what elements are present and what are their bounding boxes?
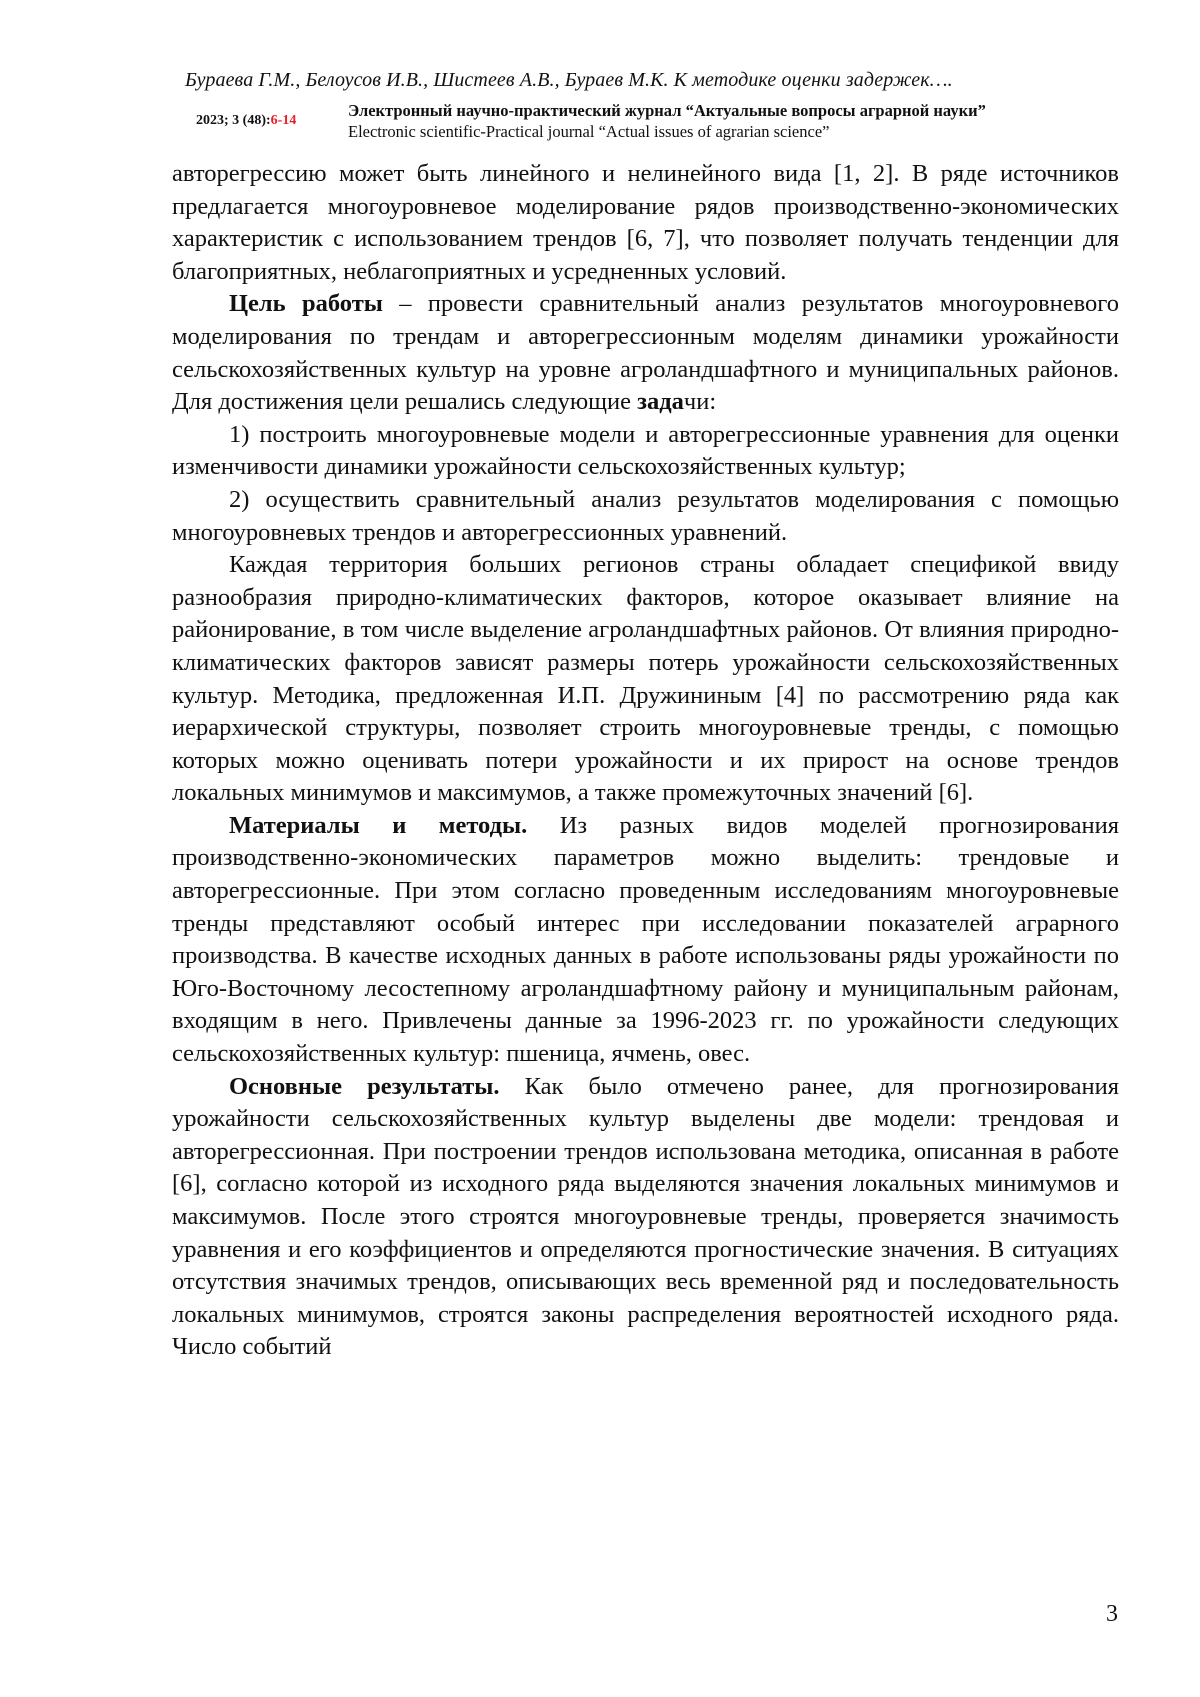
paragraph-results: [172, 1071, 1119, 1364]
paragraph-goal: [172, 288, 1119, 418]
methods-text: Из разных видов моделей прогнозирования производственно-экономических параметров можно выделить: трендовые и авторегрессионные. При этом согласно проведенным исследованиям многоуровневые тренды представляют особый интерес при исследовании показателей аграрного производства. В качестве исходных данных в работе использованы ряды урожайности по Юго-Восточному лесостепному агроландшафтному району и муниципальным районам, входящим в него. Привлечены данные за 1996-2023 гг. по урожайности следующих сельскохозяйственных культур: пшеница, ячмень, овес.: [172, 811, 1120, 1068]
issue-pages: 6-14: [270, 113, 297, 128]
paragraph-continuation: авторегрессию может быть линейного и нелинейного вида [1, 2]. В ряде источников предлагается многоуровневое моделирование рядов производственно-экономических характеристик с использованием трендов [6, 7], что позволяет получать тенденции для благоприятных, неблагоприятных и усредненных условий.: [172, 160, 1119, 285]
task-item-1: 1) построить многоуровневые модели и авторегрессионные уравнения для оценки изменчивости динамики урожайности сельскохозяйственных культур;: [172, 420, 1119, 481]
tasks-tail: чи:: [683, 388, 717, 416]
paragraph-territory: Каждая территория больших регионов страны обладает спецификой ввиду разнообразия природно-климатических факторов, которое оказывает влияние на районирование, в том числе выделение агроландшафтных районов. От влияния природно-климатических факторов зависят размеры потерь урожайности сельскохозяйственных культур. Методика, предложенная И.П. Дружининым [4] по рассмотрению ряда как иерархической структуры, позволяет строить многоуровневые тренды, с помощью которых можно оценивать потери урожайности и их прирост на основе трендов локальных минимумов и максимумов, а также промежуточных значений [6].: [172, 551, 1119, 807]
goal-text: – провести сравнительный анализ результатов многоуровневого моделирования по трендам и авторегрессионным моделям динамики урожайности сельскохозяйственных культур на уровне агроландшафтного и муниципальных районов. Для достижения цели решались следующие: [172, 290, 1119, 416]
methods-heading: Материалы и методы.: [229, 811, 528, 839]
issue-info: [196, 112, 296, 130]
article-body: [172, 158, 1119, 1364]
task-item-2: 2) осуществить сравнительный анализ результатов моделирования с помощью многоуровневых трендов и авторегрессионных уравнений.: [172, 485, 1119, 546]
goal-heading: Цель работы: [229, 290, 383, 318]
issue-prefix: 2023; 3 (48):: [196, 113, 271, 128]
journal-title-ru: Электронный научно-практический журнал “Актуальные вопросы аграрной науки”: [348, 101, 986, 120]
results-text: Как было отмечено ранее, для прогнозирования урожайности сельскохозяйственных культур выделены две модели: трендовая и авторегрессионная. При построении трендов использована методика, описанная в работе [6], согласно которой из исходного ряда выделяются значения локальных минимумов и максимумов. После этого строятся многоуровневые тренды, проверяется значимость уравнения и его коэффициентов и определяются прогностические значения. В ситуациях отсутствия значимых трендов, описывающих весь временной ряд и последовательность локальных минимумов, строятся законы распределения вероятностей исходного ряда. Число событий: [172, 1072, 1119, 1361]
tasks-bold: зада: [637, 388, 684, 416]
results-heading: Основные результаты.: [229, 1072, 500, 1100]
running-header-authors: Бураева Г.М., Белоусов И.В., Шистеев А.В., Бураев М.К. К методике оценки задержек….: [185, 69, 953, 91]
page-number: 3: [1106, 1601, 1118, 1627]
paragraph-methods: [172, 810, 1119, 1071]
journal-title-en: Electronic scientific-Practical journal “Actual issues of agrarian science”: [348, 122, 830, 141]
